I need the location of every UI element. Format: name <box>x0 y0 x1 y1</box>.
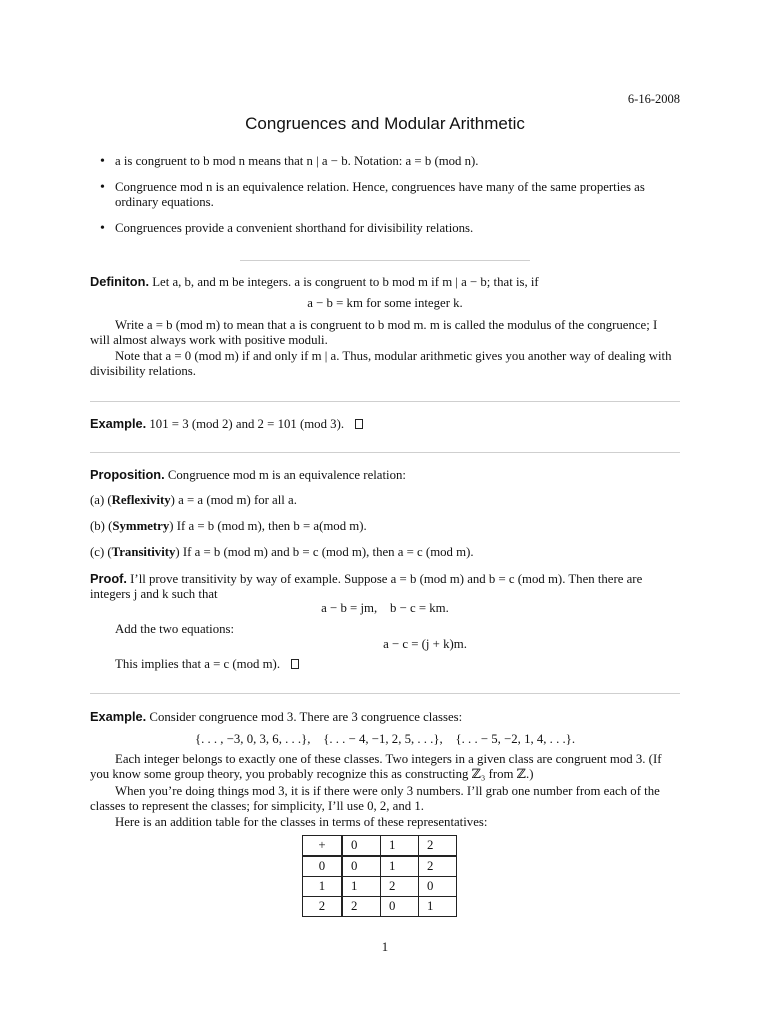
definition-text: Let a, b, and m be integers. a is congruent to b mod m if m | a − b; that is, if <box>152 275 539 289</box>
table-cell: 2 <box>303 897 343 917</box>
section-divider <box>90 401 680 402</box>
congruence-classes: {. . . , −3, 0, 3, 6, . . .}, {. . . − 4, −1, 2, 5, . . .}, {. . . − 5, −2, 1, 4, . . .}. <box>194 732 576 746</box>
item-tag: (c) <box>90 545 105 559</box>
proposition-text: Congruence mod m is an equivalence relation: <box>167 468 406 482</box>
example-1-block <box>90 416 680 432</box>
table-cell: 1 <box>381 856 419 877</box>
section-divider <box>90 452 680 453</box>
proposition-item-b: (b) (Symmetry) If a = b (mod m), then b = a(mod m). <box>90 519 367 533</box>
qed-box-icon <box>291 659 299 669</box>
document-date: 6-16-2008 <box>627 92 680 106</box>
example-label: Example. <box>90 709 147 724</box>
proposition-item-c: (c) (Transitivity) If a = b (mod m) and b = c (mod m), then a = c (mod m). <box>90 545 474 559</box>
section-divider <box>90 693 680 694</box>
definition-label: Definiton. <box>90 274 149 289</box>
table-cell: 1 <box>342 877 381 897</box>
proposition-block <box>90 467 680 483</box>
table-cell: 0 <box>381 897 419 917</box>
table-row <box>303 897 457 917</box>
item-text: If a = b (mod m), then b = a(mod m). <box>176 519 367 533</box>
item-tag: (b) <box>90 519 105 533</box>
proposition-item-a: (a) (Reflexivity) a = a (mod m) for all a. <box>90 493 297 507</box>
page-number: 1 <box>381 940 389 954</box>
definition-paragraph-1: Write a = b (mod m) to mean that a is congruent to b mod m. m is called the modulus of the congruence; I will almost always work with positive moduli. <box>90 318 658 347</box>
item-name: Symmetry <box>112 519 170 533</box>
bullet-item: • a is congruent to b mod n means that n | a − b. Notation: a = b (mod n). <box>90 154 680 169</box>
item-name: Transitivity <box>111 545 176 559</box>
bullet-item: • Congruence mod n is an equivalence relation. Hence, congruences have many of the same properties as ordinary equations. <box>90 180 680 210</box>
item-name: Reflexivity <box>111 493 171 507</box>
proof-conclusion <box>90 657 680 672</box>
table-row <box>303 856 457 877</box>
table-cell: 0 <box>419 877 457 897</box>
proof-add-text: Add the two equations: <box>115 622 235 636</box>
table-cell: 2 <box>342 897 381 917</box>
definition-block <box>90 274 680 290</box>
table-cell: 2 <box>419 856 457 877</box>
proof-text: I’ll prove transitivity by way of example. Suppose a = b (mod m) and b = c (mod m). Then there are integers j and k such that <box>90 572 643 601</box>
proof-equation-2: a − c = (j + k)m. <box>383 637 467 651</box>
proof-equation-1: a − b = jm, b − c = km. <box>321 601 449 615</box>
definition-paragraph-2: Note that a = 0 (mod m) if and only if m | a. Thus, modular arithmetic gives you another way of dealing with divisibility relations. <box>90 349 672 378</box>
item-text: If a = b (mod m) and b = c (mod m), then a = c (mod m). <box>182 545 474 559</box>
table-cell: 0 <box>342 836 381 857</box>
proof-block <box>90 571 680 602</box>
table-cell: + <box>303 836 343 857</box>
example-label: Example. <box>90 416 147 431</box>
addition-table <box>302 835 457 917</box>
proof-label: Proof. <box>90 571 127 586</box>
section-divider <box>240 260 530 261</box>
example-1-text: 101 = 3 (mod 2) and 2 = 101 (mod 3). <box>149 417 345 431</box>
table-cell: 2 <box>419 836 457 857</box>
example-2-text: Consider congruence mod 3. There are 3 congruence classes: <box>149 710 463 724</box>
table-cell: 0 <box>303 856 343 877</box>
table-cell: 0 <box>342 856 381 877</box>
table-cell: 1 <box>419 897 457 917</box>
proof-conclusion-text: This implies that a = c (mod m). <box>115 657 281 671</box>
proposition-label: Proposition. <box>90 467 165 482</box>
table-row <box>303 877 457 897</box>
definition-equation: a − b = km for some integer k. <box>307 296 463 310</box>
item-text: a = a (mod m) for all a. <box>178 493 297 507</box>
example-2-paragraph-3: Here is an addition table for the classes in terms of these representatives: <box>115 815 488 829</box>
qed-box-icon <box>355 419 363 429</box>
table-row <box>303 836 457 857</box>
intro-bullet-list <box>90 154 680 247</box>
table-cell: 1 <box>381 836 419 857</box>
page-title: Congruences and Modular Arithmetic <box>245 114 525 133</box>
example-2-block <box>90 709 680 725</box>
example-2-paragraph-2: When you’re doing things mod 3, it is if there were only 3 numbers. I’ll grab one number from each of the classes to represent the classes; for simplicity, I’ll use 0, 2, and 1. <box>90 784 660 813</box>
bullet-item: • Congruences provide a convenient shorthand for divisibility relations. <box>90 221 680 236</box>
example-2-paragraph-1: Each integer belongs to exactly one of these classes. Two integers in a given class are congruent mod 3. (If you know some group theory, you probably recognize this as constructing ℤ₃ from ℤ.) <box>90 752 662 781</box>
item-tag: (a) <box>90 493 105 507</box>
table-cell: 2 <box>381 877 419 897</box>
table-cell: 1 <box>303 877 343 897</box>
